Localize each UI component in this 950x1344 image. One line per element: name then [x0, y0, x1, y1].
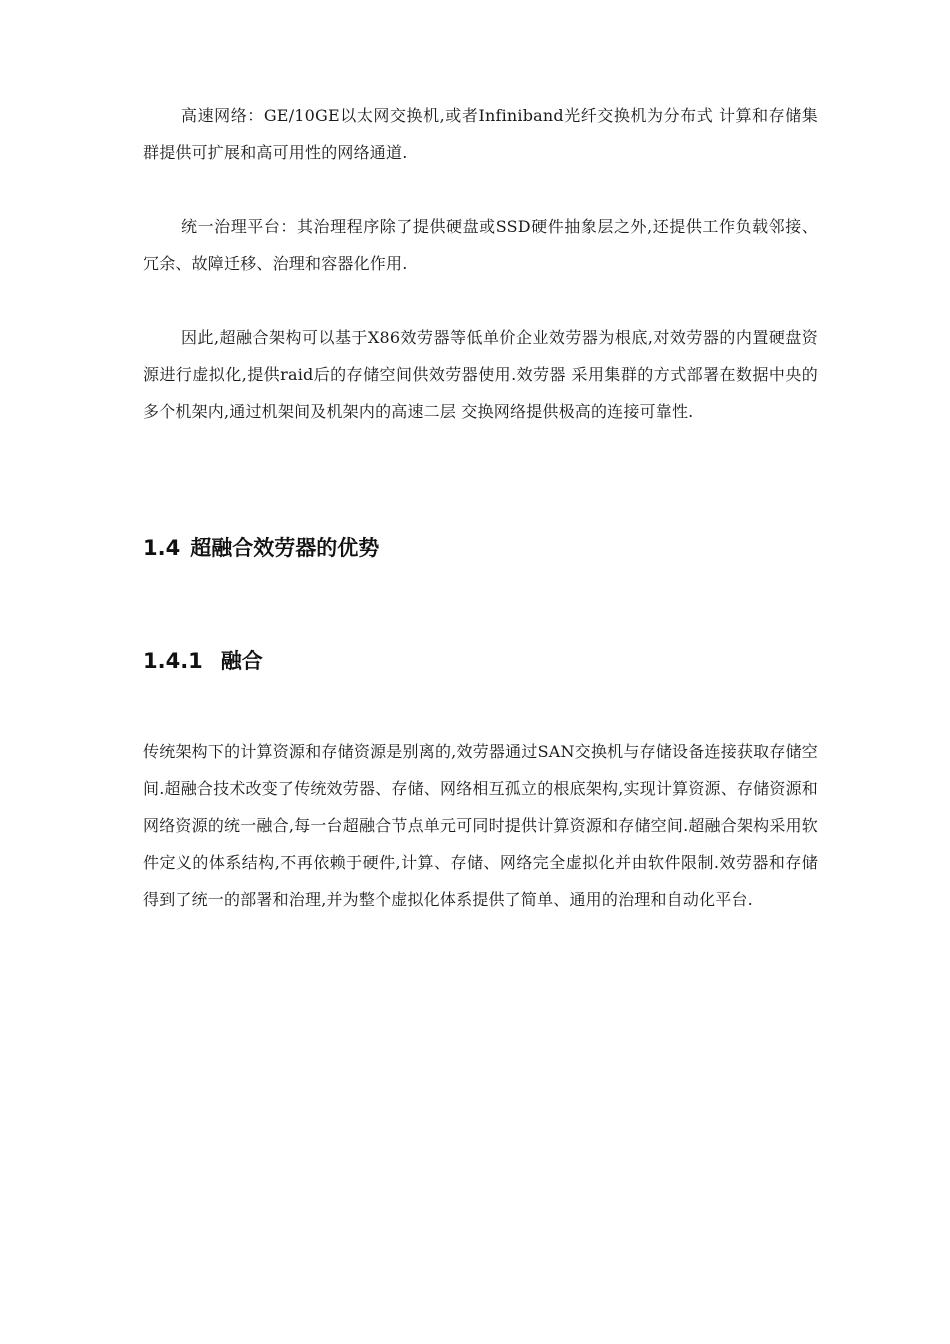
section-heading: [143, 532, 379, 562]
paragraph-therefore: 因此,超融合架构可以基于X86效劳器等低单价企业效劳器为根底,对效劳器的内置硬盘资源进行虚拟化,提供raid后的存储空间供效劳器使用.效劳器 采用集群的方式部署在数据中央的多个机架内,通过机架间及机架内的高速二层 交换网络提供极高的连接可靠性.: [143, 328, 818, 421]
section-title: 超融合效劳器的优势: [190, 536, 380, 560]
paragraph-high-speed-network: 高速网络：GE/10GE以太网交换机,或者Infiniband光纤交换机为分布式 计算和存储集群提供可扩展和高可用性的网络通道.: [143, 106, 818, 162]
section-number: 1.4: [143, 536, 181, 560]
subsection-title: 融合: [220, 649, 263, 673]
paragraph-unified-management: 统一治理平台：其治理程序除了提供硬盘或SSD硬件抽象层之外,还提供工作负载邻接、冗余、故障迁移、治理和容器化作用.: [143, 217, 818, 273]
subsection-number: 1.4.1: [143, 649, 203, 673]
subsection-heading: [143, 645, 263, 675]
paragraph-traditional-architecture: 传统架构下的计算资源和存储资源是别离的,效劳器通过SAN交换机与存储设备连接获取存储空间.超融合技术改变了传统效劳器、存储、网络相互孤立的根底架构,实现计算资源、存储资源和网络资源的统一融合,每一台超融合节点单元可同时提供计算资源和存储空间.超融合架构采用软件定义的体系结构,不再依赖于硬件,计算、存储、网络完全虚拟化并由软件限制.效劳器和存储得到了统一的部署和治理,并为整个虚拟化体系提供了简单、通用的治理和自动化平台.: [143, 742, 818, 909]
